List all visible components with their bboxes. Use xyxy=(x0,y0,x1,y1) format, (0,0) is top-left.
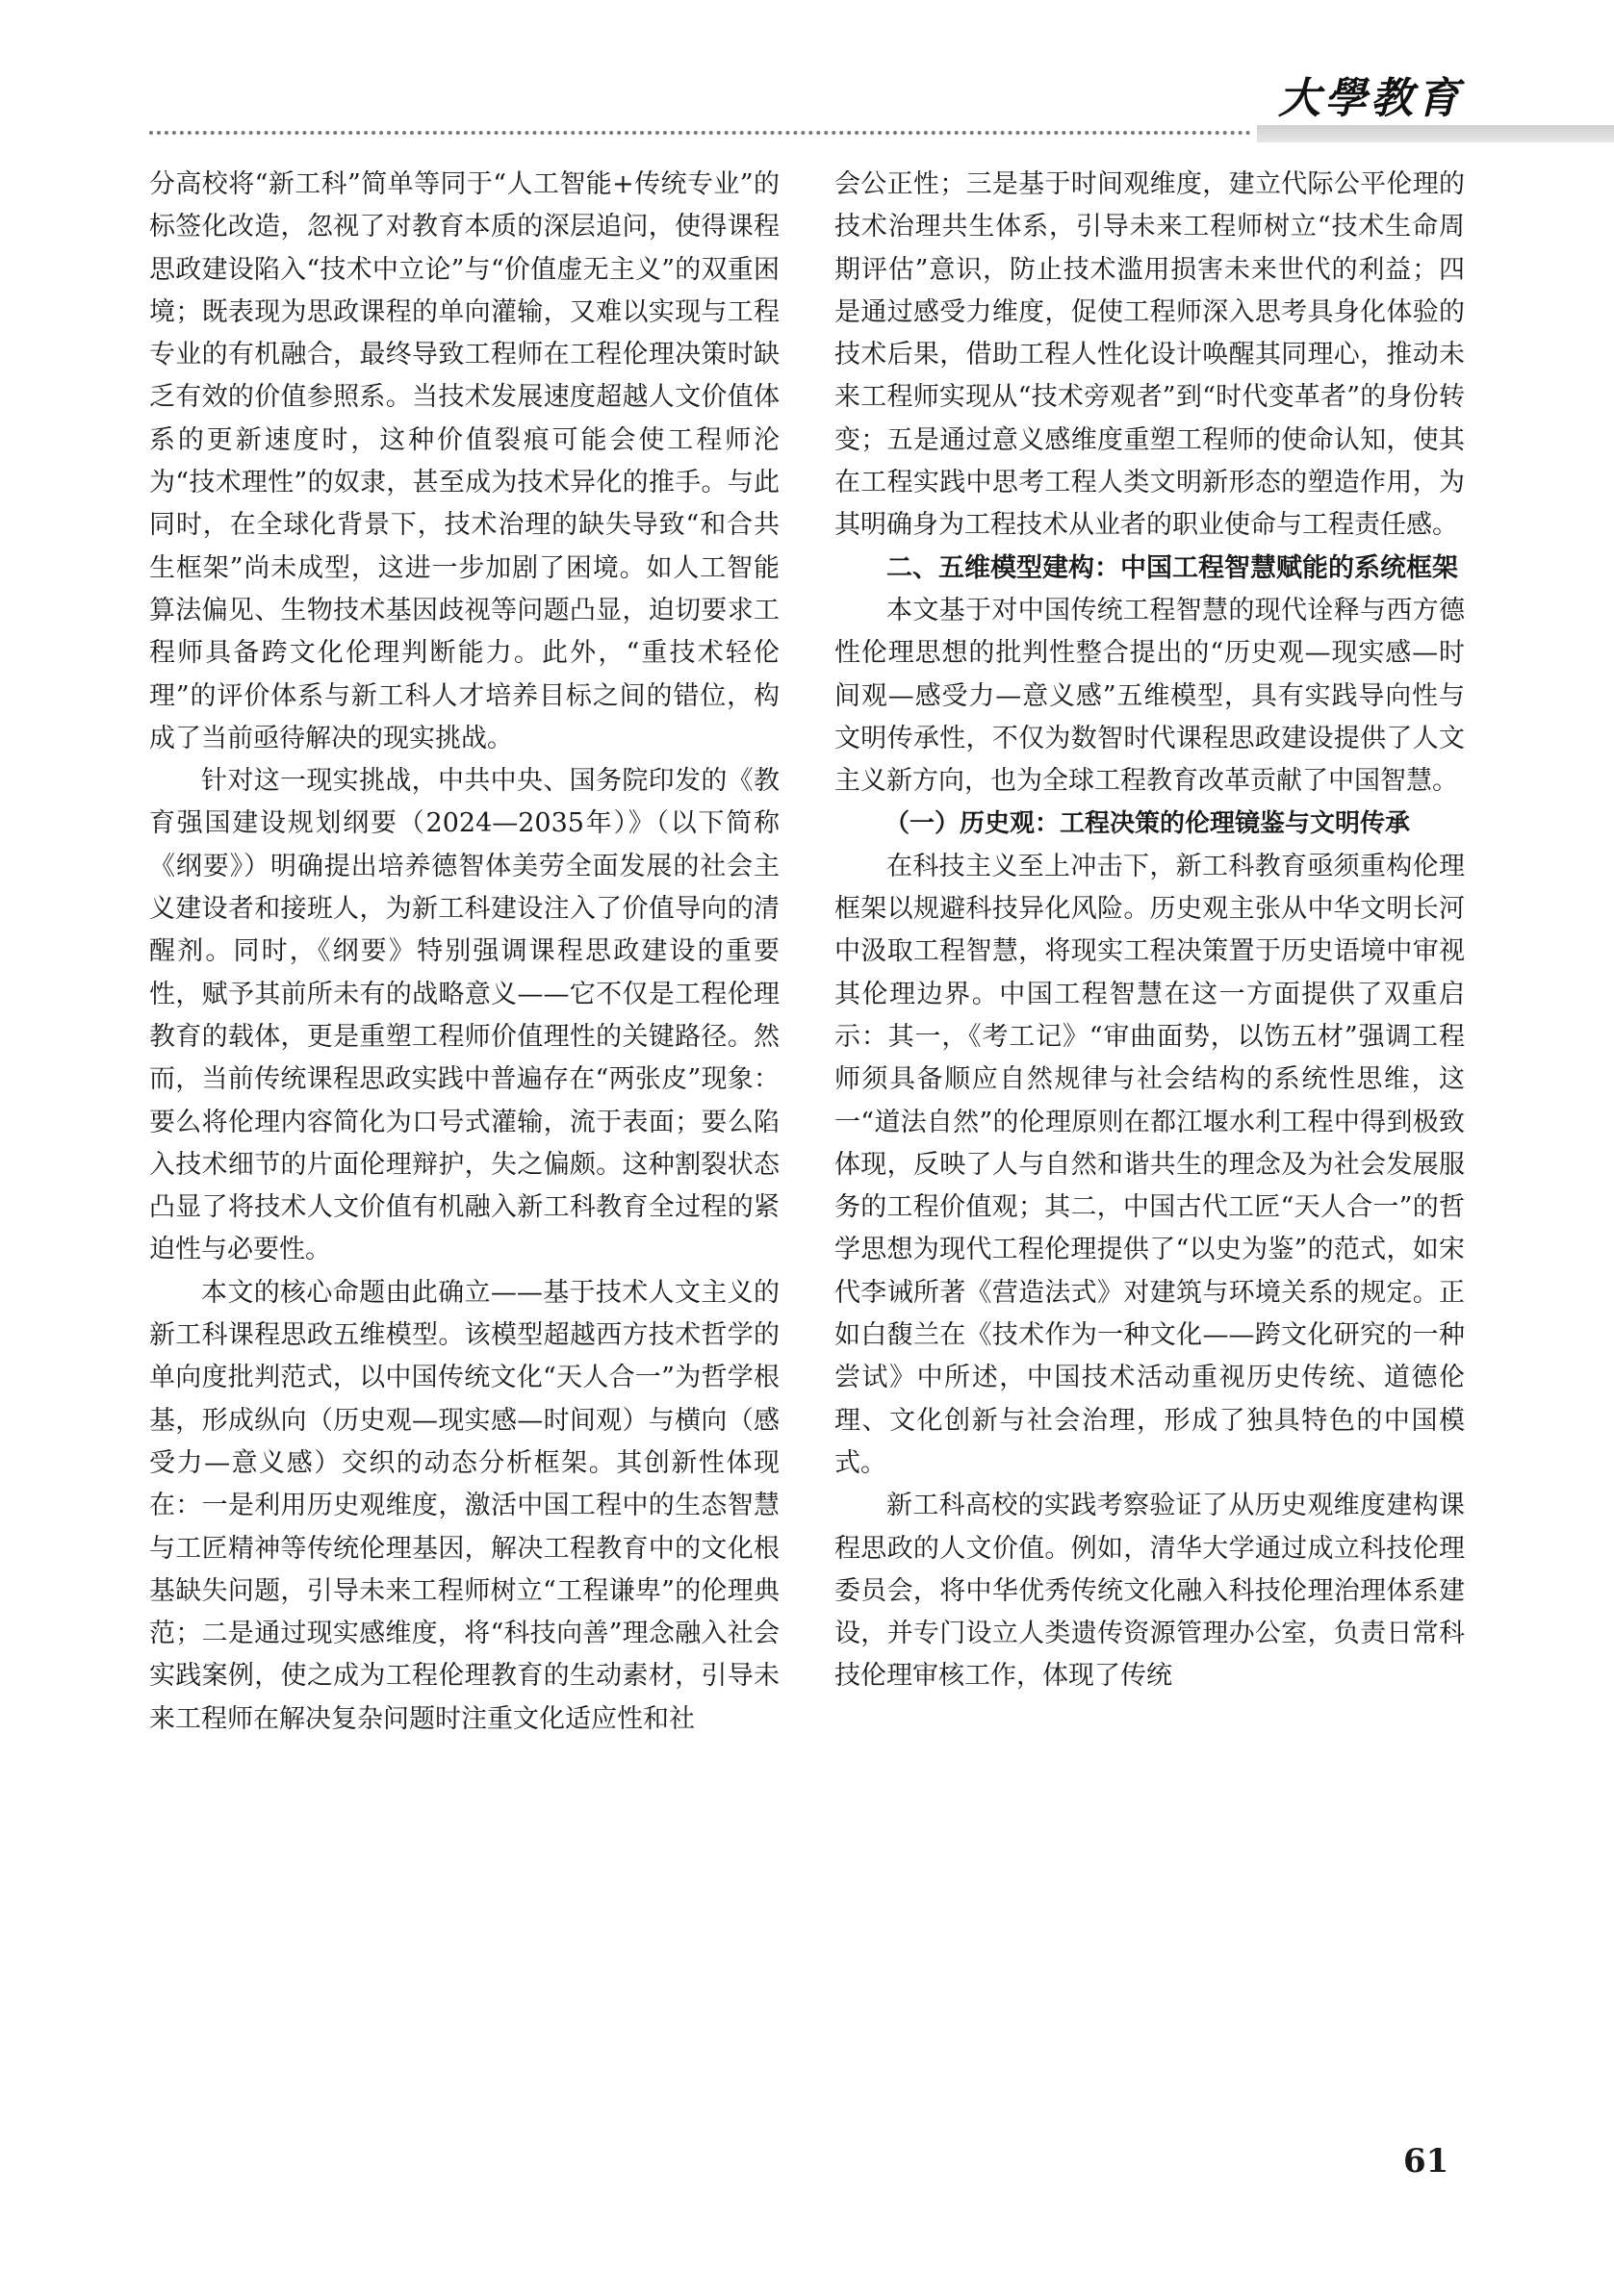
header-gray-bar xyxy=(1257,125,1614,142)
journal-logo: 大學教育 xyxy=(1278,74,1463,123)
paragraph: 在科技主义至上冲击下，新工科教育亟须重构伦理框架以规避科技异化风险。历史观主张从中华文明长河中汲取工程智慧，将现实工程决策置于历史语境中审视其伦理边界。中国工程智慧在这一方面提供了双重启示：其一，《考工记》“审曲面势，以饬五材”强调工程师须具备顺应自然规律与社会结构的系统性思维，这一“道法自然”的伦理原则在都江堰水利工程中得到极致体现，反映了人与自然和谐共生的理念及为社会发展服务的工程价值观；其二，中国古代工匠“天人合一”的哲学思想为现代工程伦理提供了“以史为鉴”的范式，如宋代李诫所著《营造法式》对建筑与环境关系的规定。正如白馥兰在《技术作为一种文化——跨文化研究的一种尝试》中所述，中国技术活动重视历史传统、道德伦理、文化创新与社会治理，形成了独具特色的中国模式。 xyxy=(834,851,1465,1478)
paragraph: 本文的核心命题由此确立——基于技术人文主义的新工科课程思政五维模型。该模型超越西方技术哲学的单向度批判范式，以中国传统文化“天人合一”为哲学根基，形成纵向（历史观—现实感—时间观）与横向（感受力—意义感）交织的动态分析框架。其创新性体现在：一是利用历史观维度，激活中国工程中的生态智慧与工匠精神等传统伦理基因，解决工程教育中的文化根基缺失问题，引导未来工程师树立“工程谦卑”的伦理典范；二是通过现实感维度，将“科技向善”理念融入社会实践案例，使之成为工程伦理教育的生动素材，引导未来工程师在解决复杂问题时注重文化适应性和社 xyxy=(149,1277,780,1734)
page-number: 61 xyxy=(1403,2142,1449,2181)
header-dotted-rule xyxy=(149,131,1251,135)
right-column xyxy=(834,164,1465,1698)
left-column xyxy=(149,164,780,1741)
subsection-heading: （一）历史观：工程决策的伦理镜鉴与文明传承 xyxy=(884,809,1411,839)
paragraph: 分高校将“新工科”简单等同于“人工智能+传统专业”的标签化改造，忽视了对教育本质的深层追问，使得课程思政建设陷入“技术中立论”与“价值虚无主义”的双重困境；既表现为思政课程的单向灌输，又难以实现与工程专业的有机融合，最终导致工程师在工程伦理决策时缺乏有效的价值参照系。当技术发展速度超越人文价值体系的更新速度时，这种价值裂痕可能会使工程师沦为“技术理性”的奴隶，甚至成为技术异化的推手。与此同时，在全球化背景下，技术治理的缺失导致“和合共生框架”尚未成型，这进一步加剧了困境。如人工智能算法偏见、生物技术基因歧视等问题凸显，迫切要求工程师具备跨文化伦理判断能力。此外，“重技术轻伦理”的评价体系与新工科人才培养目标之间的错位，构成了当前亟待解决的现实挑战。 xyxy=(149,169,780,753)
paragraph: 新工科高校的实践考察验证了从历史观维度建构课程思政的人文价值。例如，清华大学通过成立科技伦理委员会，将中华优秀传统文化融入科技伦理治理体系建设，并专门设立人类遗传资源管理办公室，负责日常科技伦理审核工作，体现了传统 xyxy=(834,1491,1465,1692)
paragraph: 针对这一现实挑战，中共中央、国务院印发的《教育强国建设规划纲要（2024—2035年）》（以下简称《纲要》）明确提出培养德智体美劳全面发展的社会主义建设者和接班人，为新工科建设注入了价值导向的清醒剂。同时，《纲要》特别强调课程思政建设的重要性，赋予其前所未有的战略意义——它不仅是工程伦理教育的载体，更是重塑工程师价值理性的关键路径。然而，当前传统课程思政实践中普遍存在“两张皮”现象：要么将伦理内容简化为口号式灌输，流于表面；要么陷入技术细节的片面伦理辩护，失之偏颇。这种割裂状态凸显了将技术人文价值有机融入新工科教育全过程的紧迫性与必要性。 xyxy=(149,766,780,1265)
paragraph: 本文基于对中国传统工程智慧的现代诠释与西方德性伦理思想的批判性整合提出的“历史观—现实感—时间观—感受力—意义感”五维模型，具有实践导向性与文明传承性，不仅为数智时代课程思政建设提供了人文主义新方向，也为全球工程教育改革贡献了中国智慧。 xyxy=(834,595,1465,797)
paragraph: 会公正性；三是基于时间观维度，建立代际公平伦理的技术治理共生体系，引导未来工程师树立“技术生命周期评估”意识，防止技术滥用损害未来世代的利益；四是通过感受力维度，促使工程师深入思考具身化体验的技术后果，借助工程人性化设计唤醒其同理心，推动未来工程师实现从“技术旁观者”到“时代变革者”的身份转变；五是通过意义感维度重塑工程师的使命认知，使其在工程实践中思考工程人类文明新形态的塑造作用，为其明确身为工程技术从业者的职业使命与工程责任感。 xyxy=(834,169,1465,541)
section-heading: 二、五维模型建构：中国工程智慧赋能的系统框架 xyxy=(886,552,1458,583)
